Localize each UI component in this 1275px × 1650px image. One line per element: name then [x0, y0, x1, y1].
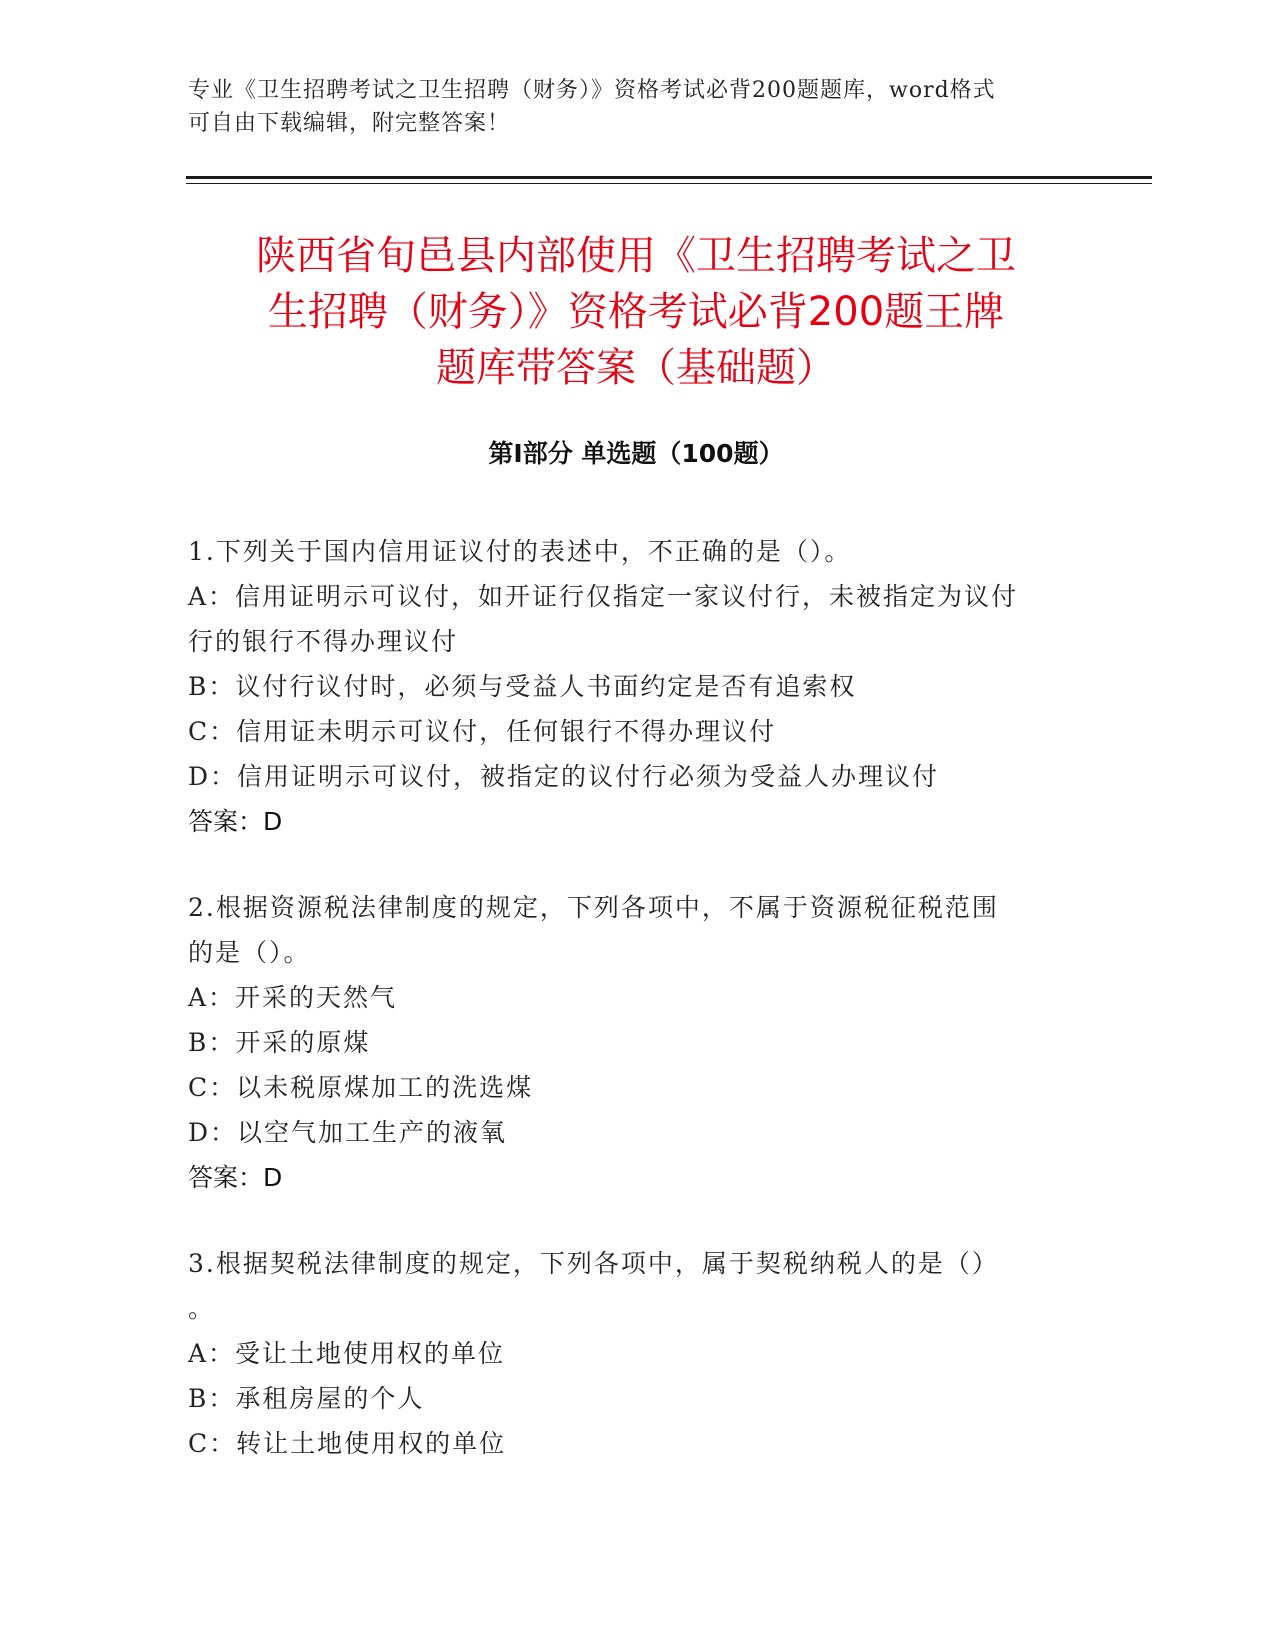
option-b: B：议付行议付时，必须与受益人书面约定是否有追索权: [188, 672, 857, 701]
question-stem-continued: 。: [188, 1294, 216, 1323]
question-list: [188, 529, 1078, 1507]
option-b: B：承租房屋的个人: [188, 1384, 425, 1413]
answer-line: 答案：D: [188, 1163, 283, 1192]
question-stem: 3.根据契税法律制度的规定，下列各项中，属于契税纳税人的是（）: [188, 1249, 999, 1278]
option-a: A：信用证明示可议付，如开证行仅指定一家议付行，未被指定为议付: [188, 582, 1019, 611]
header-divider-thick: [186, 176, 1152, 179]
option-a: A：开采的天然气: [188, 983, 398, 1012]
header-note-line-1: 专业《卫生招聘考试之卫生招聘（财务）》资格考试必背200题题库，word格式: [188, 78, 996, 103]
document-title: [186, 228, 1086, 396]
option-a-continued: 行的银行不得办理议付: [188, 627, 459, 656]
option-d: D：信用证明示可议付，被指定的议付行必须为受益人办理议付: [188, 762, 940, 791]
question-stem-continued: 的是（）。: [188, 938, 311, 967]
header-note: [188, 74, 1068, 140]
title-line-1: 陕西省旬邑县内部使用《卫生招聘考试之卫: [256, 233, 1016, 279]
question-2: [188, 885, 1078, 1200]
question-stem: 1.下列关于国内信用证议付的表述中，不正确的是（）。: [188, 537, 852, 566]
option-d: D：以空气加工生产的液氧: [188, 1118, 508, 1147]
answer-line: 答案：D: [188, 807, 283, 836]
question-1: [188, 529, 1078, 844]
question-stem: 2.根据资源税法律制度的规定，下列各项中，不属于资源税征税范围: [188, 893, 999, 922]
header-divider-thin: [186, 183, 1152, 184]
option-a: A：受让土地使用权的单位: [188, 1339, 506, 1368]
option-c: C：转让土地使用权的单位: [188, 1429, 507, 1458]
option-c: C：以未税原煤加工的洗选煤: [188, 1073, 534, 1102]
option-b: B：开采的原煤: [188, 1028, 371, 1057]
title-line-2: 生招聘（财务）》资格考试必背200题王牌: [267, 289, 1005, 335]
section-heading: 第Ⅰ部分 单选题（100题）: [488, 439, 784, 468]
option-c: C：信用证未明示可议付，任何银行不得办理议付: [188, 717, 777, 746]
question-3: [188, 1241, 1078, 1466]
title-line-3: 题库带答案（基础题）: [436, 345, 836, 391]
header-note-line-2: 可自由下载编辑，附完整答案！: [188, 111, 511, 136]
